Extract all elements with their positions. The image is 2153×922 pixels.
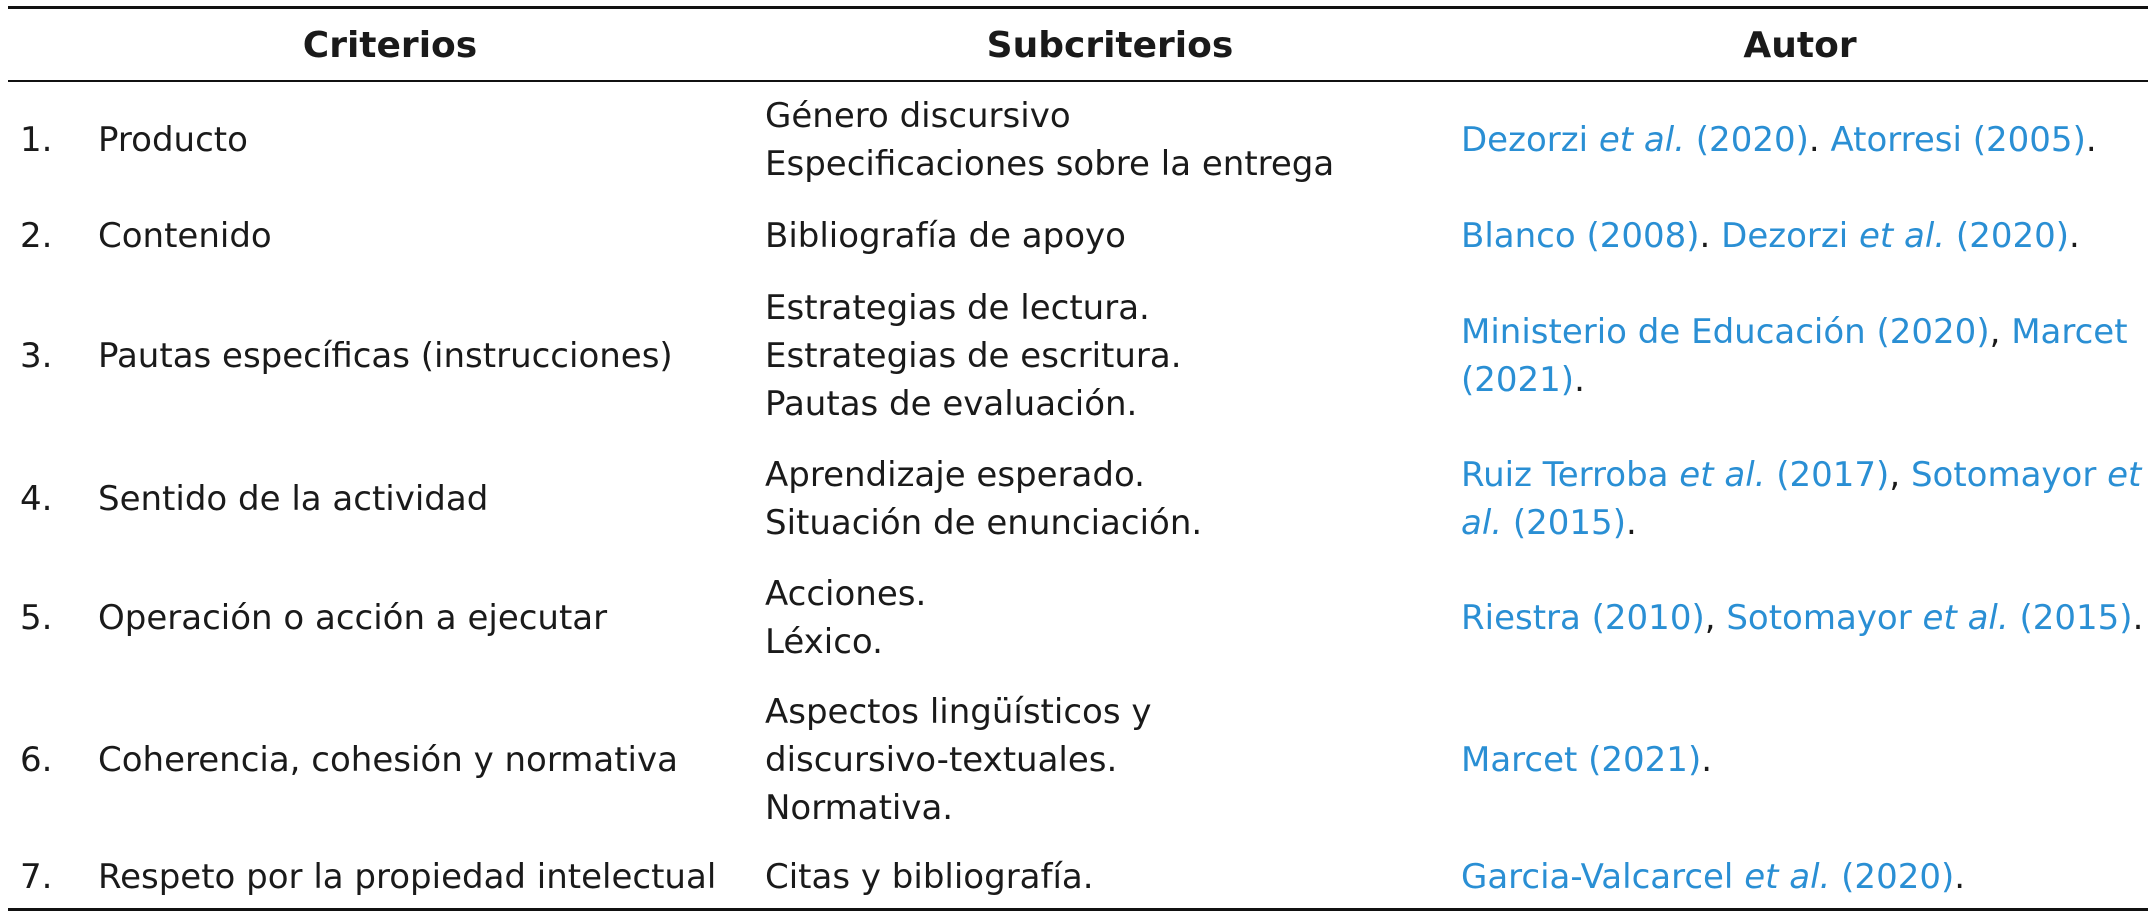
- criterio-cell: Sentido de la actividad: [98, 479, 489, 519]
- criterio-cell: Operación o acción a ejecutar: [98, 598, 608, 638]
- row-number: 5.: [20, 598, 53, 638]
- subcriterio-line: Situación de enunciación.: [765, 503, 1203, 543]
- subcriterio-line: Léxico.: [765, 622, 883, 662]
- subcriterio-line: Citas y bibliografía.: [765, 857, 1094, 897]
- table-header-rule: [8, 80, 2148, 82]
- citation-link[interactable]: Dezorzi et al. (2020): [1721, 216, 2069, 256]
- autor-cell: Ministerio de Educación (2020), Marcet (2021).: [1461, 312, 2128, 400]
- autor-cell: Riestra (2010), Sotomayor et al. (2015).: [1461, 598, 2144, 638]
- citation-link[interactable]: Ruiz Terroba et al. (2017): [1461, 455, 1890, 495]
- subcriterio-line: Especificaciones sobre la entrega: [765, 144, 1335, 184]
- row-number: 4.: [20, 479, 53, 519]
- citation-link[interactable]: Marcet (2021): [1461, 740, 1702, 780]
- subcriterio-line: Estrategias de escritura.: [765, 336, 1182, 376]
- subcriterio-cell: [765, 688, 1405, 832]
- column-header-autor: Autor: [1743, 25, 1857, 66]
- citation-link[interactable]: al. (2015): [1461, 503, 1626, 543]
- row-number: 2.: [20, 216, 53, 256]
- subcriterio-line: Acciones.: [765, 574, 927, 614]
- citation-link[interactable]: Sotomayor et al. (2015): [1726, 598, 2133, 638]
- citation-link[interactable]: Atorresi (2005): [1830, 120, 2086, 160]
- subcriterio-line: Pautas de evaluación.: [765, 384, 1138, 424]
- subcriterio-cell: [765, 212, 1405, 260]
- row-number: 3.: [20, 336, 53, 376]
- subcriterio-cell: [765, 284, 1405, 428]
- subcriterio-line: Bibliografía de apoyo: [765, 216, 1126, 256]
- subcriterio-line: Aspectos lingüísticos y: [765, 692, 1152, 732]
- criterio-cell: Pautas específicas (instrucciones): [98, 336, 673, 376]
- autor-cell: Blanco (2008). Dezorzi et al. (2020).: [1461, 216, 2080, 256]
- subcriterio-line: Género discursivo: [765, 96, 1071, 136]
- citation-link[interactable]: Sotomayor et: [1910, 455, 2142, 495]
- row-number: 6.: [20, 740, 53, 780]
- citation-link[interactable]: Dezorzi et al. (2020): [1461, 120, 1809, 160]
- row-number: 7.: [20, 857, 53, 897]
- autor-cell: Garcia-Valcarcel et al. (2020).: [1461, 857, 1966, 897]
- citation-link[interactable]: Ministerio de Educación (2020): [1461, 312, 1990, 352]
- subcriterio-line: Normativa.: [765, 788, 954, 828]
- subcriterio-line: Estrategias de lectura.: [765, 288, 1150, 328]
- subcriterio-cell: [765, 853, 1405, 901]
- citation-link[interactable]: (2021): [1461, 360, 1575, 400]
- autor-cell: Marcet (2021).: [1461, 740, 1713, 780]
- table-bottom-rule: [8, 908, 2148, 911]
- autor-cell: Ruiz Terroba et al. (2017), Sotomayor et al. (2015).: [1461, 455, 2142, 543]
- criterio-cell: Coherencia, cohesión y normativa: [98, 740, 678, 780]
- criterio-cell: Contenido: [98, 216, 272, 256]
- subcriterio-cell: [765, 451, 1405, 547]
- subcriterio-line: Aprendizaje esperado.: [765, 455, 1145, 495]
- subcriterio-line: discursivo-textuales.: [765, 740, 1118, 780]
- criterio-cell: Producto: [98, 120, 248, 160]
- subcriterio-cell: [765, 92, 1405, 188]
- citation-link[interactable]: Marcet: [2011, 312, 2128, 352]
- table-top-rule: [8, 6, 2148, 9]
- column-header-subcriterios: Subcriterios: [986, 25, 1234, 66]
- column-header-criterios: Criterios: [302, 25, 478, 66]
- criterio-cell: Respeto por la propiedad intelectual: [98, 857, 717, 897]
- citation-link[interactable]: Blanco (2008): [1461, 216, 1700, 256]
- subcriterio-cell: [765, 570, 1405, 666]
- row-number: 1.: [20, 120, 53, 160]
- autor-cell: Dezorzi et al. (2020). Atorresi (2005).: [1461, 120, 2097, 160]
- citation-link[interactable]: Riestra (2010): [1461, 598, 1705, 638]
- citation-link[interactable]: Garcia-Valcarcel et al. (2020): [1461, 857, 1955, 897]
